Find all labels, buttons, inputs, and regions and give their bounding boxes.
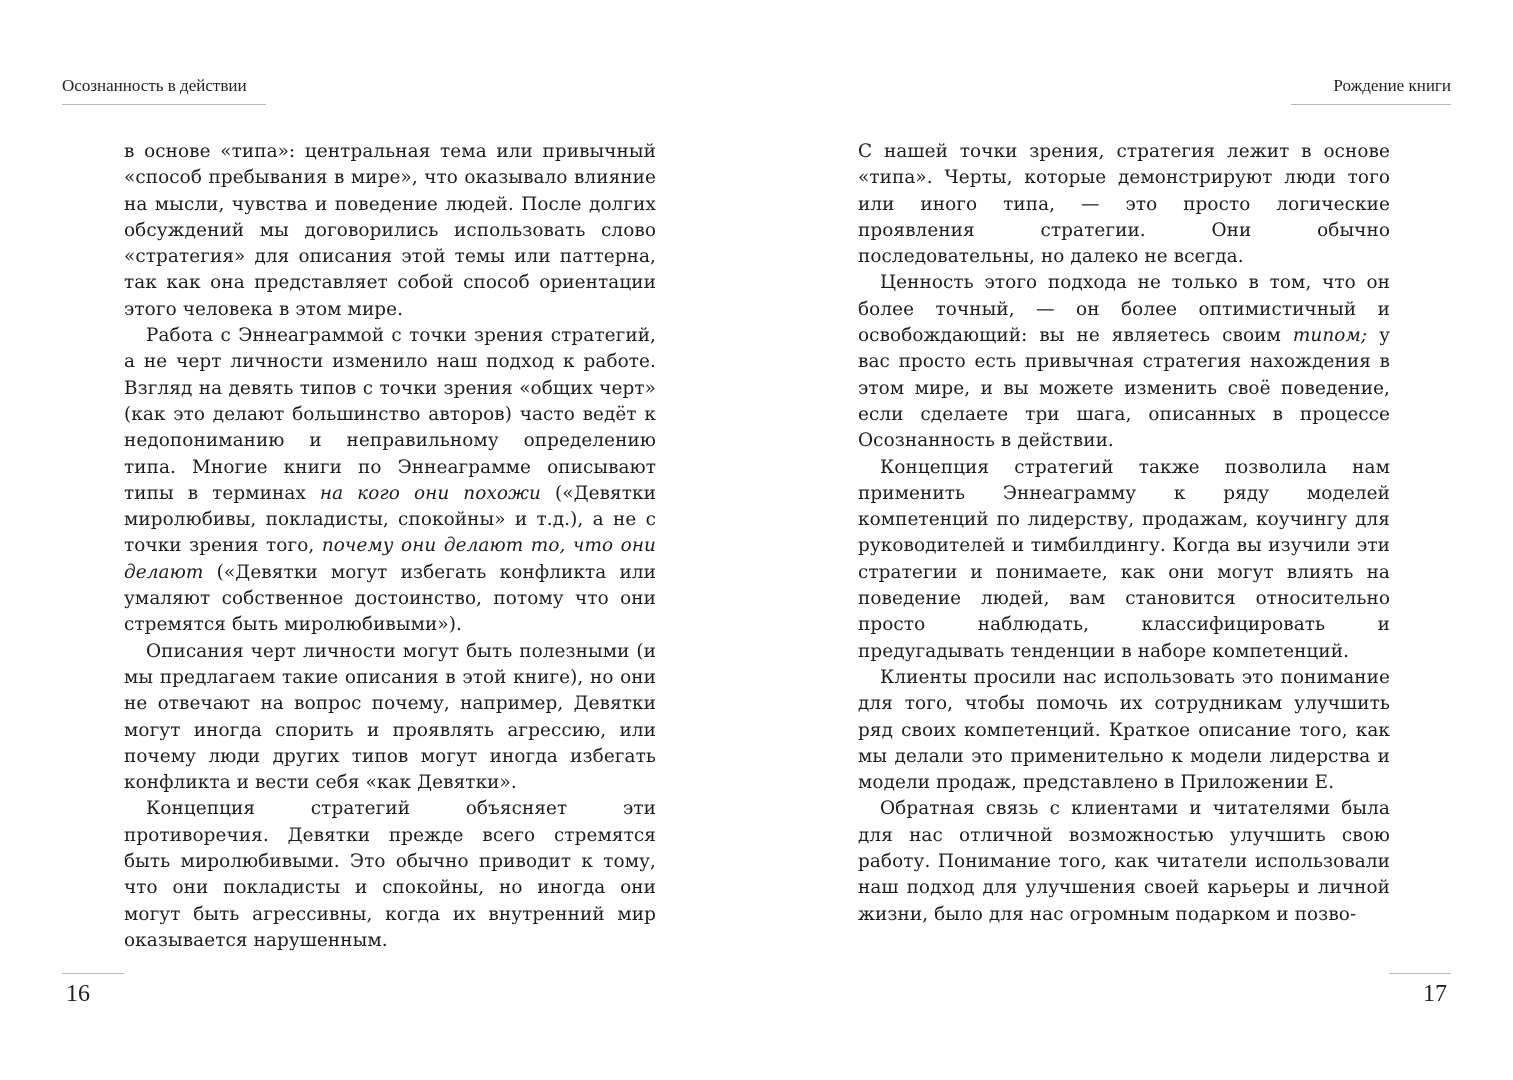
paragraph: Работа с Эннеаграммой с точки зрения стратегий, а не черт личности изменило наш подход к работе. Взгляд на девять типов с точки зрения «общих черт» (как это делают большинство авторов) часто ведёт к недопониманию и неправильному определению типа. Многие книги по Эннеаграмме описывают типы в терминах на кого они похожи («Девятки миролюбивы, покладисты, спокойны» и т.д.), а не с точки зрения того, почему они делают то, что они делают («Девятки могут избегать конфликта или умаляют собственное достоинство, потому что они стремятся быть миролюбивыми»). xyxy=(124,325,656,636)
left-page-text xyxy=(124,139,656,954)
paragraph: Концепция стратегий также позволила нам применить Эннеаграмму к ряду моделей компетенций по лидерству, продажам, коучингу для руководителей и тимбилдингу. Когда вы изучили эти стратегии и понимаете, как они могут влиять на поведение людей, вам становится относительно просто наблюдать, классифицировать и предугадывать тенденции в наборе компетенций. xyxy=(858,456,1390,662)
italic-phrase: почему они делают то, что они делают xyxy=(124,535,656,583)
paragraph: Обратная связь с клиентами и читателями была для нас отличной возможностью улучшить свою работу. Понимание того, как читатели использовали наш подход для улучшения своей карьеры и личной жизни, было для нас огромным подарком и позво- xyxy=(858,798,1390,925)
page-number-right: 17 xyxy=(1423,981,1447,1007)
italic-phrase: на кого они похожи xyxy=(319,482,541,504)
running-head-right: Рождение книги xyxy=(1333,76,1451,95)
footer-rule-right xyxy=(1389,973,1451,974)
running-head-left: Осознанность в действии xyxy=(62,76,247,95)
paragraph: Описания черт личности могут быть полезными (и мы предлагаем такие описания в этой книге), но они не отвечают на вопрос почему, например, Девятки могут иногда спорить и проявлять агрессию, или почему люди других типов могут иногда избегать конфликта и вести себя «как Девятки». xyxy=(124,640,656,794)
paragraph: Ценность этого подхода не только в том, что он более точный, — он более оптимистичный и освобождающий: вы не являетесь своим типом; у вас просто есть привычная стратегия нахождения в этом мире, и вы можете изменить своё поведение, если сделаете три шага, описанных в процессе Осознанность в действии. xyxy=(858,272,1391,452)
right-page-text xyxy=(858,139,1390,928)
page-number-left: 16 xyxy=(66,981,90,1007)
footer-rule-left xyxy=(62,973,124,974)
header-rule-left xyxy=(62,104,266,105)
italic-phrase: типом; xyxy=(1292,325,1368,347)
paragraph: в основе «типа»: центральная тема или привычный «способ пребывания в мире», что оказывало влияние на мысли, чувства и поведение людей. После долгих обсуждений мы договорились использовать слово «стратегия» для описания этой темы или паттерна, так как она представляет собой способ ориентации этого человека в этом мире. xyxy=(124,141,656,320)
paragraph: Концепция стратегий объясняет эти противоречия. Девятки прежде всего стремятся быть миролюбивыми. Это обычно приводит к тому, что они покладисты и спокойны, но иногда они могут быть агрессивны, когда их внутренний мир оказывается нарушенным. xyxy=(124,798,656,951)
paragraph: Клиенты просили нас использовать это понимание для того, чтобы помочь их сотрудникам улучшить ряд своих компетенций. Краткое описание того, как мы делали это применительно к модели лидерства и модели продаж, представлено в Приложении Е. xyxy=(858,666,1390,794)
paragraph: С нашей точки зрения, стратегия лежит в основе «типа». Черты, которые демонстрируют люди того или иного типа, — это просто логические проявления стратегии. Они обычно последовательны, но далеко не всегда. xyxy=(858,141,1390,268)
header-rule-right xyxy=(1291,104,1451,105)
